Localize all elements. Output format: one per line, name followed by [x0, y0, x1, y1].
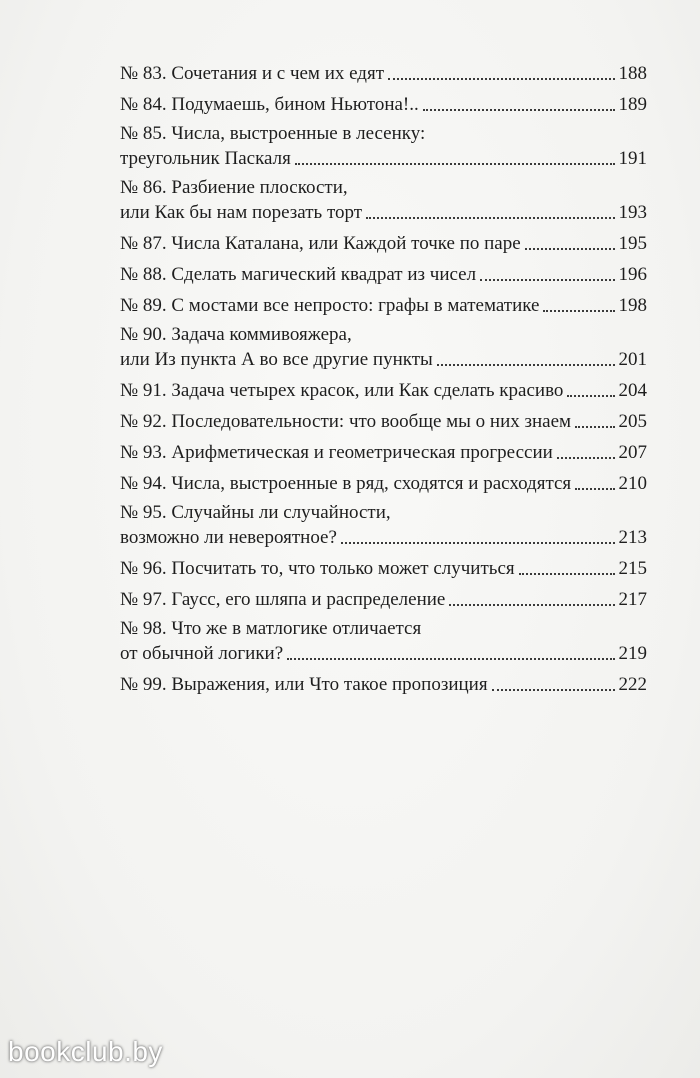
toc-entry-last-line	[120, 346, 647, 373]
toc-entry-title: № 86. Разбиение плоскости,	[120, 177, 348, 198]
toc-leader-dots	[557, 457, 615, 459]
toc-entry-title: № 87. Числа Каталана, или Каждой точке по паре	[120, 233, 521, 254]
toc-entry	[120, 671, 647, 698]
toc-leader-dots	[567, 395, 614, 397]
toc-page-number: 215	[618, 558, 647, 579]
toc-entry-title: треугольник Паскаля	[120, 148, 291, 169]
toc-page-number: 193	[618, 202, 647, 223]
toc-page-number: 210	[618, 473, 647, 494]
toc-entry	[120, 439, 647, 466]
toc-entry-last-line	[120, 60, 647, 87]
toc-leader-dots	[480, 279, 614, 281]
toc-entry-last-line	[120, 292, 647, 319]
toc-page-number: 189	[618, 94, 647, 115]
toc-leader-dots	[492, 689, 615, 691]
toc-entry	[120, 586, 647, 613]
toc-entry	[120, 501, 647, 551]
toc-entry-title: возможно ли невероятное?	[120, 527, 337, 548]
toc-entry	[120, 261, 647, 288]
toc-leader-dots	[287, 658, 614, 660]
toc-page-number: 207	[618, 442, 647, 463]
toc-page-number: 219	[618, 643, 647, 664]
toc-entry-title: или Как бы нам порезать торт	[120, 202, 363, 223]
toc-entry-line	[120, 501, 647, 524]
toc-entry-last-line	[120, 524, 647, 551]
watermark-logo: bookclub.by	[8, 1036, 163, 1067]
toc-entry-last-line	[120, 640, 647, 667]
toc-page-number: 213	[618, 527, 647, 548]
toc-entry-title: или Из пункта А во все другие пункты	[120, 349, 433, 370]
toc-entry	[120, 555, 647, 582]
toc-entry	[120, 323, 647, 373]
toc-entry	[120, 122, 647, 172]
toc-entry-last-line	[120, 408, 647, 435]
toc-entry	[120, 91, 647, 118]
toc-leader-dots	[437, 364, 615, 366]
toc-page-number: 204	[618, 380, 647, 401]
toc-entry-line	[120, 176, 647, 199]
toc-leader-dots	[575, 488, 614, 490]
toc-page-number: 222	[618, 674, 647, 695]
toc-leader-dots	[449, 604, 614, 606]
toc-page-number: 188	[618, 63, 647, 84]
toc-entry	[120, 176, 647, 226]
toc-entry-line	[120, 122, 647, 145]
toc-entry-title: № 92. Последовательности: что вообще мы о них знаем	[120, 411, 572, 432]
toc-entry-title: № 97. Гаусс, его шляпа и распределение	[120, 589, 446, 610]
toc-entry-last-line	[120, 261, 647, 288]
toc-entry	[120, 617, 647, 667]
toc-leader-dots	[423, 109, 615, 111]
toc-entry	[120, 230, 647, 257]
toc-leader-dots	[543, 310, 614, 312]
toc-leader-dots	[519, 573, 615, 575]
toc-entry-title: № 94. Числа, выстроенные в ряд, сходятся и расходятся	[120, 473, 572, 494]
toc-entry-title: № 89. С мостами все непросто: графы в математике	[120, 295, 540, 316]
toc-entry-last-line	[120, 230, 647, 257]
toc-page-number: 205	[618, 411, 647, 432]
toc-page-number: 195	[618, 233, 647, 254]
toc-page-number: 198	[618, 295, 647, 316]
toc-entry	[120, 377, 647, 404]
toc-leader-dots	[525, 248, 615, 250]
toc-entry-last-line	[120, 439, 647, 466]
toc-entry	[120, 470, 647, 497]
toc-entry-line	[120, 323, 647, 346]
toc-entry-last-line	[120, 377, 647, 404]
toc-leader-dots	[341, 542, 615, 544]
table-of-contents	[120, 60, 647, 702]
toc-entry-title: № 95. Случайны ли случайности,	[120, 502, 391, 523]
toc-entry-line	[120, 617, 647, 640]
toc-entry-title: № 85. Числа, выстроенные в лесенку:	[120, 123, 426, 144]
toc-entry	[120, 60, 647, 87]
toc-entry-last-line	[120, 671, 647, 698]
toc-entry-title: № 84. Подумаешь, бином Ньютона!..	[120, 94, 419, 115]
toc-entry-title: от обычной логики?	[120, 643, 284, 664]
toc-page-number: 196	[618, 264, 647, 285]
toc-entry-last-line	[120, 199, 647, 226]
toc-entry-last-line	[120, 145, 647, 172]
toc-entry-last-line	[120, 91, 647, 118]
toc-leader-dots	[295, 163, 615, 165]
toc-entry	[120, 408, 647, 435]
toc-entry-title: № 83. Сочетания и с чем их едят	[120, 63, 385, 84]
toc-entry-title: № 96. Посчитать то, что только может случиться	[120, 558, 515, 579]
toc-entry-title: № 93. Арифметическая и геометрическая прогрессии	[120, 442, 553, 463]
toc-leader-dots	[366, 217, 614, 219]
toc-entry-title: № 91. Задача четырех красок, или Как сделать красиво	[120, 380, 564, 401]
toc-entry-title: № 99. Выражения, или Что такое пропозиция	[120, 674, 488, 695]
toc-leader-dots	[575, 426, 614, 428]
toc-entry-title: № 90. Задача коммивояжера,	[120, 324, 352, 345]
toc-entry-title: № 98. Что же в матлогике отличается	[120, 618, 422, 639]
toc-entry-title: № 88. Сделать магический квадрат из чисел	[120, 264, 477, 285]
toc-entry-last-line	[120, 555, 647, 582]
toc-entry-last-line	[120, 586, 647, 613]
toc-page-number: 217	[618, 589, 647, 610]
toc-entry-last-line	[120, 470, 647, 497]
toc-page-number: 191	[618, 148, 647, 169]
toc-entry	[120, 292, 647, 319]
toc-page-number: 201	[618, 349, 647, 370]
toc-leader-dots	[388, 78, 614, 80]
